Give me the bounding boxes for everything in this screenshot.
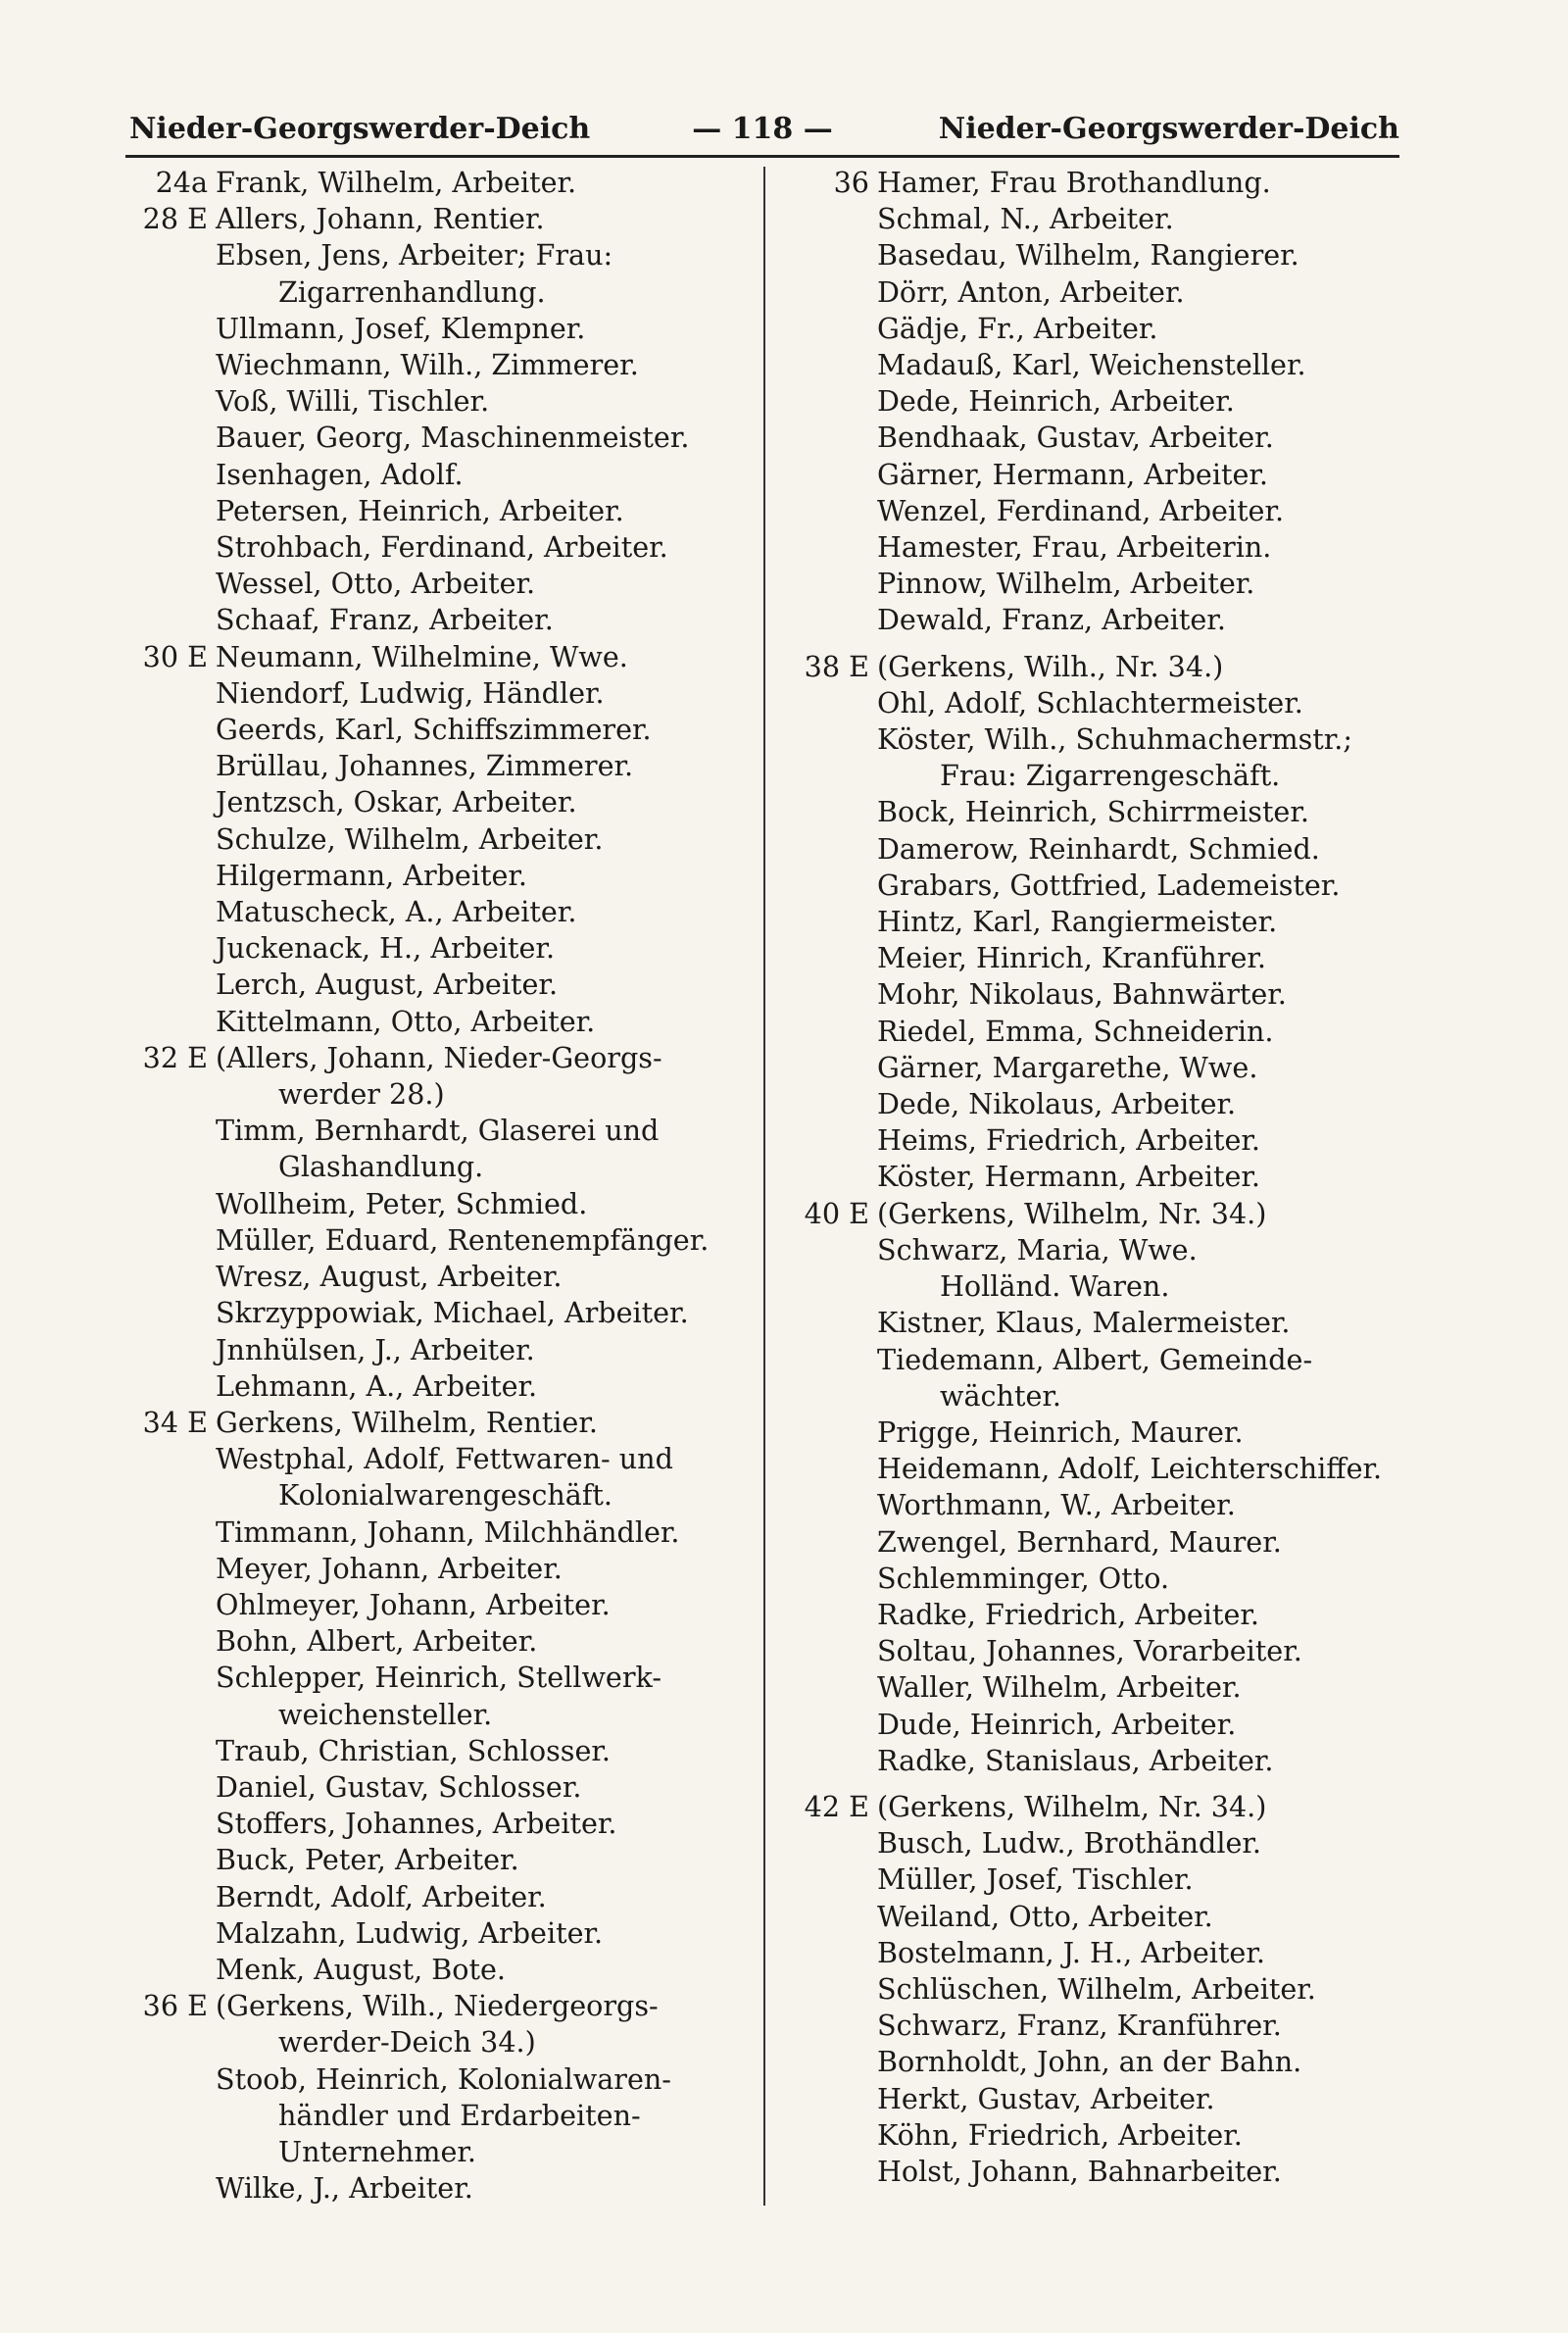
entry-text: Dede, Heinrich, Arbeiter. [877,384,1235,419]
entry-continuation: Frau: Zigarrengeschäft. [940,759,1281,793]
entry-text: Dörr, Anton, Arbeiter. [877,274,1185,309]
house-number: 40 E [804,1196,869,1230]
entry-text: Köster, Hermann, Arbeiter. [877,1160,1261,1194]
entry-text: Wresz, August, Arbeiter. [216,1260,563,1294]
entry-text: Meier, Hinrich, Kranführer. [877,941,1267,975]
resident-entry [137,2098,745,2134]
house-entry [137,639,745,675]
entry-text: Radke, Stanislaus, Arbeiter. [877,1743,1274,1777]
resident-entry [799,237,1426,273]
entry-text: Buck, Peter, Arbeiter. [216,1843,519,1877]
resident-entry [799,1633,1426,1669]
resident-entry [799,1597,1426,1633]
resident-entry [799,1232,1426,1268]
entry-text: Weiland, Otto, Arbeiter. [877,1899,1213,1933]
house-entry [137,201,745,237]
entry-text: Isenhagen, Adolf. [216,457,464,491]
resident-entry [799,721,1426,758]
house-number: 38 E [804,649,869,683]
entry-text: Gärner, Margarethe, Wwe. [877,1050,1258,1084]
entry-text: Mohr, Nikolaus, Bahnwärter. [877,977,1287,1012]
house-entry [137,165,745,201]
entry-text: Radke, Friedrich, Arbeiter. [877,1597,1259,1631]
resident-entry [137,1587,745,1623]
house-number: 34 E [142,1405,208,1439]
entry-text: Basedau, Wilhelm, Rangierer. [877,238,1299,273]
entry-text: Ohl, Adolf, Schlachtermeister. [877,685,1303,720]
resident-entry [799,1487,1426,1523]
entry-text: Ebsen, Jens, Arbeiter; Frau: [216,238,613,273]
entry-text: Damerow, Reinhardt, Schmied. [877,831,1320,866]
resident-entry [799,831,1426,868]
house-number: 28 E [142,202,208,236]
entry-text: Gärner, Hermann, Arbeiter. [877,457,1269,491]
entry-continuation: Holländ. Waren. [940,1269,1170,1304]
house-entry [137,1988,745,2024]
resident-entry [137,1295,745,1331]
entry-text: Hilgermann, Arbeiter. [216,858,528,892]
entry-text: Niendorf, Ludwig, Händler. [216,675,605,710]
resident-entry [799,201,1426,237]
resident-entry [137,1113,745,1149]
resident-entry [799,529,1426,566]
resident-entry [137,529,745,566]
entry-text: Daniel, Gustav, Schlosser. [216,1769,582,1804]
resident-entry [137,1769,745,1806]
resident-entry [799,493,1426,529]
resident-entry [799,794,1426,830]
entry-text: Zwengel, Bernhard, Maurer. [877,1524,1282,1559]
resident-entry [137,1514,745,1551]
resident-entry [137,602,745,638]
resident-entry [137,2061,745,2098]
entry-text: Heims, Friedrich, Arbeiter. [877,1123,1260,1158]
entry-text: Schmal, N., Arbeiter. [877,202,1174,236]
resident-entry [799,1086,1426,1122]
house-entry [137,1405,745,1441]
house-entry [799,165,1426,201]
entry-text: Kittelmann, Otto, Arbeiter. [216,1004,596,1038]
entry-text: Frank, Wilhelm, Arbeiter. [216,166,577,199]
entry-text: Bostelmann, J. H., Arbeiter. [877,1935,1265,1969]
entry-text: Dewald, Franz, Arbeiter. [877,603,1226,637]
house-number: 30 E [142,639,208,673]
house-number: 36 [833,166,869,199]
resident-entry [137,1149,745,1185]
house-entry [799,1196,1426,1232]
header-rule [125,155,1399,158]
resident-entry [799,868,1426,904]
resident-entry [137,1660,745,1696]
entry-continuation: wächter. [940,1378,1061,1413]
resident-entry [799,420,1426,456]
resident-entry [799,2008,1426,2044]
entry-text: Stoob, Heinrich, Kolonialwaren- [216,2061,671,2096]
entry-continuation: Unternehmer. [278,2134,476,2168]
resident-entry [137,1623,745,1660]
resident-entry [137,1259,745,1295]
entry-text: Menk, August, Bote. [216,1952,506,1986]
entry-text: Malzahn, Ludwig, Arbeiter. [216,1915,604,1950]
entry-continuation: händler und Erdarbeiten- [278,2098,641,2132]
resident-entry [799,311,1426,347]
entry-text: Köster, Wilh., Schuhmachermstr.; [877,722,1353,757]
header-street-left: Nieder-Georgswerder-Deich [129,112,591,146]
resident-entry [137,1004,745,1040]
entry-text: Schulze, Wilhelm, Arbeiter. [216,821,604,856]
resident-entry [799,1014,1426,1050]
entry-text: Lerch, August, Arbeiter. [216,968,559,1002]
entry-text: Matuscheck, A., Arbeiter. [216,895,577,929]
resident-entry [137,457,745,493]
header-street-right: Nieder-Georgswerder-Deich [938,112,1399,146]
resident-entry [137,1733,745,1769]
resident-entry [799,1561,1426,1597]
entry-text: Voß, Willi, Tischler. [216,384,490,419]
resident-entry [799,566,1426,602]
resident-entry [137,347,745,383]
entry-continuation: werder-Deich 34.) [278,2025,536,2060]
house-entry [799,649,1426,685]
entry-text: Allers, Johann, Rentier. [216,202,545,236]
entry-text: (Gerkens, Wilh., Nr. 34.) [877,649,1224,683]
entry-text: Hamer, Frau Brothandlung. [877,166,1271,199]
resident-entry [137,748,745,784]
entry-text: Riedel, Emma, Schneiderin. [877,1014,1274,1048]
entry-text: Timm, Bernhardt, Glaserei und [216,1114,660,1148]
resident-entry [799,1268,1426,1305]
entry-text: Busch, Ludw., Brothändler. [877,1826,1262,1861]
entry-text: Gerkens, Wilhelm, Rentier. [216,1405,598,1439]
resident-entry [799,347,1426,383]
resident-entry [137,967,745,1003]
house-number: 32 E [142,1040,208,1074]
resident-entry [137,1477,745,1514]
entry-text: Schwarz, Maria, Wwe. [877,1232,1198,1266]
resident-entry [799,1935,1426,1971]
entry-text: Timmann, Johann, Milchhändler. [216,1514,680,1549]
resident-entry [137,1222,745,1259]
resident-entry [799,1743,1426,1779]
resident-entry [799,274,1426,311]
resident-entry [137,930,745,967]
resident-entry [799,1415,1426,1451]
entry-text: Madauß, Karl, Weichensteller. [877,348,1306,382]
resident-entry [137,566,745,602]
entry-continuation: werder 28.) [278,1077,445,1112]
entry-text: Schlepper, Heinrich, Stellwerk- [216,1661,662,1695]
resident-entry [137,1076,745,1113]
resident-entry [799,1669,1426,1706]
resident-entry [137,1842,745,1878]
entry-text: Bohn, Albert, Arbeiter. [216,1624,538,1659]
resident-entry [137,1332,745,1368]
resident-entry [137,1551,745,1587]
resident-entry [137,2024,745,2060]
resident-entry [799,1899,1426,1935]
resident-entry [137,858,745,894]
entry-text: Stoffers, Johannes, Arbeiter. [216,1807,617,1841]
entry-text: Gädje, Fr., Arbeiter. [877,311,1158,345]
entry-text: Brüllau, Johannes, Zimmerer. [216,749,634,783]
entry-text: Petersen, Heinrich, Arbeiter. [216,493,624,527]
entry-continuation: Zigarrenhandlung. [278,274,546,309]
resident-entry [799,1707,1426,1743]
entry-text: Jentzsch, Oskar, Arbeiter. [216,785,577,819]
entry-text: (Gerkens, Wilhelm, Nr. 34.) [877,1789,1267,1823]
entry-text: Wiechmann, Wilh., Zimmerer. [216,348,639,382]
entry-text: Schwarz, Franz, Kranführer. [877,2009,1282,2043]
resident-entry [137,2134,745,2170]
resident-entry [137,1806,745,1842]
entry-text: (Gerkens, Wilhelm, Nr. 34.) [877,1196,1267,1230]
entry-text: Bock, Heinrich, Schirrmeister. [877,795,1309,829]
entry-text: Schaaf, Franz, Arbeiter. [216,603,554,637]
entry-text: Bauer, Georg, Maschinenmeister. [216,421,690,455]
resident-entry [799,940,1426,976]
resident-entry [137,274,745,311]
column-divider [763,167,765,2206]
entry-text: Tiedemann, Albert, Gemeinde- [877,1342,1313,1376]
entry-text: (Gerkens, Wilh., Niedergeorgs- [216,1989,659,2023]
entry-text: Jnnhülsen, J., Arbeiter. [216,1332,535,1366]
resident-entry [137,1441,745,1477]
entry-text: Grabars, Gottfried, Lademeister. [877,868,1341,902]
resident-entry [137,1697,745,1733]
entry-text: Köhn, Friedrich, Arbeiter. [877,2117,1243,2152]
resident-entry [137,1186,745,1222]
page-number: — 118 — [692,112,833,146]
entry-text: Geerds, Karl, Schiffszimmerer. [216,713,652,747]
resident-entry [799,1378,1426,1415]
entry-text: Berndt, Adolf, Arbeiter. [216,1879,547,1913]
entry-text: Dude, Heinrich, Arbeiter. [877,1707,1237,1741]
entry-text: Skrzyppowiak, Michael, Arbeiter. [216,1296,689,1330]
entry-text: Neumann, Wilhelmine, Wwe. [216,639,628,673]
resident-entry [137,894,745,930]
resident-entry [799,457,1426,493]
entry-text: Dede, Nikolaus, Arbeiter. [877,1087,1237,1121]
resident-entry [137,821,745,858]
resident-entry [799,2117,1426,2154]
entry-text: Worthmann, W., Arbeiter. [877,1488,1236,1522]
entry-text: Westphal, Adolf, Fettwaren- und [216,1442,673,1476]
entry-text: Prigge, Heinrich, Maurer. [877,1415,1244,1449]
entry-text: Soltau, Johannes, Vorarbeiter. [877,1634,1302,1668]
entry-text: Hamester, Frau, Arbeiterin. [877,530,1272,565]
resident-entry [137,383,745,420]
resident-entry [137,493,745,529]
resident-entry [799,1122,1426,1159]
resident-entry [799,1342,1426,1378]
entry-text: Wollheim, Peter, Schmied. [216,1186,588,1220]
entry-gap [799,1779,1426,1789]
entry-text: Kistner, Klaus, Malermeister. [877,1306,1291,1340]
entry-continuation: Kolonialwarengeschäft. [278,1478,612,1513]
resident-entry [137,2170,745,2207]
entry-text: Wilke, J., Arbeiter. [216,2171,473,2206]
entry-text: Heidemann, Adolf, Leichterschiffer. [877,1452,1383,1486]
entry-continuation: weichensteller. [278,1697,493,1731]
entry-text: Juckenack, H., Arbeiter. [216,931,556,966]
entry-text: Meyer, Johann, Arbeiter. [216,1551,563,1585]
entry-gap [799,639,1426,649]
entry-text: Traub, Christian, Schlosser. [216,1733,612,1767]
entry-text: Bornholdt, John, an der Bahn. [877,2045,1302,2079]
entry-text: Strohbach, Ferdinand, Arbeiter. [216,530,668,565]
resident-entry [799,2044,1426,2080]
resident-entry [137,311,745,347]
resident-entry [137,1368,745,1405]
resident-entry [799,758,1426,794]
resident-entry [137,1915,745,1952]
entry-text: Lehmann, A., Arbeiter. [216,1368,538,1403]
resident-entry [137,237,745,273]
resident-entry [799,2081,1426,2117]
resident-entry [799,1971,1426,2008]
resident-entry [799,976,1426,1013]
right-column [799,165,1426,2190]
entry-text: Pinnow, Wilhelm, Arbeiter. [877,567,1255,601]
entry-text: Wenzel, Ferdinand, Arbeiter. [877,493,1285,527]
entry-text: Waller, Wilhelm, Arbeiter. [877,1670,1242,1705]
resident-entry [799,383,1426,420]
resident-entry [799,1159,1426,1195]
entry-text: Müller, Josef, Tischler. [877,1862,1194,1897]
entry-text: Holst, Johann, Bahnarbeiter. [877,2154,1282,2188]
resident-entry [799,2154,1426,2190]
entry-text: Ullmann, Josef, Klempner. [216,311,586,345]
resident-entry [799,1451,1426,1487]
entry-text: Schlüschen, Wilhelm, Arbeiter. [877,1971,1316,2006]
resident-entry [799,685,1426,721]
entry-text: Bendhaak, Gustav, Arbeiter. [877,421,1274,455]
entry-text: Wessel, Otto, Arbeiter. [216,567,536,601]
resident-entry [799,1305,1426,1341]
resident-entry [799,1861,1426,1898]
resident-entry [799,602,1426,638]
entry-text: (Allers, Johann, Nieder-Georgs- [216,1040,662,1074]
resident-entry [137,1952,745,1988]
house-entry [137,1040,745,1076]
house-number: 42 E [804,1789,869,1823]
resident-entry [799,1825,1426,1861]
resident-entry [137,712,745,748]
house-number: 24a [155,166,208,199]
entry-text: Hintz, Karl, Rangiermeister. [877,905,1278,939]
resident-entry [137,675,745,712]
house-entry [799,1789,1426,1825]
resident-entry [799,1524,1426,1561]
entry-text: Müller, Eduard, Rentenempfänger. [216,1222,710,1257]
resident-entry [137,420,745,456]
resident-entry [137,784,745,820]
resident-entry [137,1879,745,1915]
entry-text: Herkt, Gustav, Arbeiter. [877,2081,1215,2115]
entry-text: Ohlmeyer, Johann, Arbeiter. [216,1587,611,1621]
entry-text: Schlemminger, Otto. [877,1561,1170,1595]
resident-entry [799,904,1426,940]
left-column [137,165,745,2207]
entry-continuation: Glashandlung. [278,1150,484,1184]
page-header [125,106,1399,153]
house-number: 36 E [142,1989,208,2023]
resident-entry [799,1050,1426,1086]
